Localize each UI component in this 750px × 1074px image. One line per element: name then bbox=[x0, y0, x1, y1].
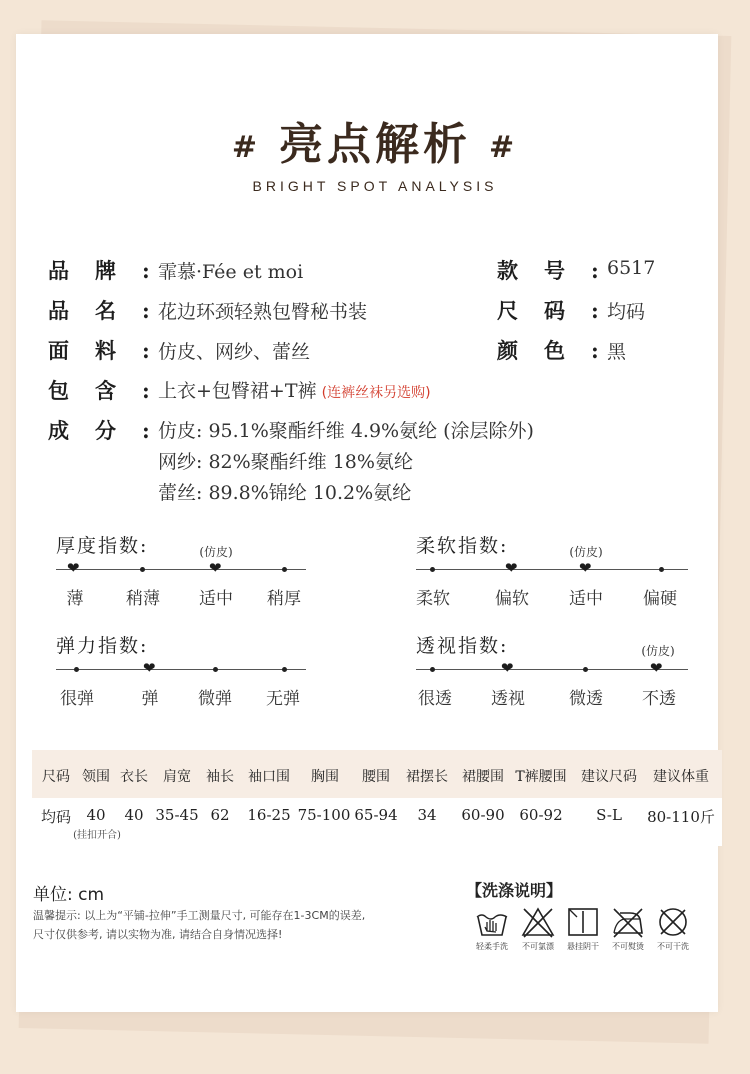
softness-tick-3: 适中 bbox=[569, 589, 603, 609]
header-cell: 肩宽 bbox=[163, 769, 191, 785]
brand-label: 品 牌 : bbox=[48, 258, 150, 283]
thickness-tick-4: 稍厚 bbox=[267, 589, 301, 609]
wash-label: 不可氯漂 bbox=[522, 942, 554, 951]
wash-label: 悬挂阴干 bbox=[567, 942, 599, 951]
scale-dot bbox=[659, 567, 664, 572]
transparency-note: (仿皮) bbox=[641, 644, 675, 658]
softness-index-title: 柔软指数: bbox=[416, 535, 509, 557]
scale-dot bbox=[74, 667, 79, 672]
thickness-tick-2: 稍薄 bbox=[126, 589, 160, 609]
header-cell: 裙摆长 bbox=[406, 769, 448, 785]
header-cell: 建议尺码 bbox=[581, 769, 637, 785]
model-value: 6517 bbox=[607, 257, 656, 279]
heart-icon: ❤ bbox=[505, 559, 518, 577]
value-cell: 75-100 bbox=[297, 806, 351, 824]
transparency-scale-line bbox=[416, 669, 688, 670]
hang-dry-icon bbox=[565, 905, 601, 943]
scale-dot bbox=[430, 567, 435, 572]
scale-dot bbox=[282, 667, 287, 672]
includes-note: (连裤丝袜另选购) bbox=[321, 385, 431, 401]
no-dry-clean-icon bbox=[655, 905, 691, 943]
value-cell: 16-25 bbox=[247, 806, 291, 824]
thickness-scale-line bbox=[56, 569, 306, 570]
scale-dot bbox=[583, 667, 588, 672]
transparency-index-title: 透视指数: bbox=[416, 635, 509, 657]
heart-icon: ❤ bbox=[143, 659, 156, 677]
hash-left: # bbox=[231, 130, 261, 165]
page-title: 亮点解析 bbox=[279, 119, 471, 170]
value-cell: 60-92 bbox=[519, 806, 563, 824]
header-cell: 袖口围 bbox=[248, 769, 290, 785]
thickness-tick-1: 薄 bbox=[66, 589, 84, 609]
wash-title: 【洗涤说明】 bbox=[466, 881, 563, 900]
page-subtitle: BRIGHT SPOT ANALYSIS bbox=[252, 178, 498, 194]
header-cell: T裤腰围 bbox=[515, 769, 567, 785]
wash-label: 不可熨烫 bbox=[612, 942, 644, 951]
includes-value-row bbox=[158, 376, 431, 403]
header-cell: 胸围 bbox=[311, 769, 339, 785]
size-value: 均码 bbox=[607, 301, 646, 323]
color-value: 黑 bbox=[607, 341, 627, 363]
tip-text bbox=[33, 906, 463, 944]
elasticity-tick-2: 弹 bbox=[141, 689, 159, 709]
heart-icon: ❤ bbox=[579, 559, 592, 577]
header-cell: 尺码 bbox=[42, 769, 70, 785]
includes-value: 上衣+包臀裙+T裤 bbox=[158, 380, 317, 402]
heart-icon: ❤ bbox=[209, 559, 222, 577]
value-cell: S-L bbox=[596, 806, 622, 824]
value-cell: 40 bbox=[86, 806, 106, 824]
unit-label: 单位: cm bbox=[33, 885, 105, 905]
header-cell: 袖长 bbox=[206, 769, 234, 785]
thickness-note: (仿皮) bbox=[199, 545, 233, 559]
brand-value: 霏慕·Fée et moi bbox=[158, 261, 304, 283]
header-cell: 建议体重 bbox=[653, 769, 709, 785]
name-label: 品 名 : bbox=[48, 298, 150, 323]
heart-icon: ❤ bbox=[67, 559, 80, 577]
hand-wash-icon bbox=[474, 905, 510, 943]
thickness-index-title: 厚度指数: bbox=[56, 535, 149, 557]
tip-line-1: 温馨提示: 以上为“平铺-拉伸”手工测量尺寸, 可能存在1-3CM的误差, bbox=[33, 909, 366, 922]
thickness-tick-3: 适中 bbox=[199, 589, 233, 609]
scale-dot bbox=[282, 567, 287, 572]
value-cell: 80-110斤 bbox=[647, 808, 715, 826]
no-iron-icon bbox=[610, 905, 646, 943]
transparency-tick-1: 很透 bbox=[418, 689, 452, 709]
wash-label: 轻柔手洗 bbox=[476, 942, 508, 951]
value-cell: 均码 bbox=[40, 808, 71, 826]
includes-label: 包 含 : bbox=[48, 378, 150, 403]
size-label: 尺 码 : bbox=[497, 298, 599, 323]
scale-dot bbox=[213, 667, 218, 672]
elasticity-scale-line bbox=[56, 669, 306, 670]
composition-line-3: 蕾丝: 89.8%锦纶 10.2%氨纶 bbox=[158, 482, 412, 504]
fabric-label: 面 料 : bbox=[48, 338, 150, 363]
size-table bbox=[32, 750, 722, 846]
no-bleach-icon bbox=[520, 905, 556, 943]
softness-tick-4: 偏硬 bbox=[643, 589, 677, 609]
value-cell: 62 bbox=[210, 806, 230, 824]
header-cell: 衣长 bbox=[120, 769, 148, 785]
softness-note: (仿皮) bbox=[569, 545, 603, 559]
elasticity-tick-1: 很弹 bbox=[60, 689, 94, 709]
transparency-tick-3: 微透 bbox=[569, 689, 603, 709]
composition-line-1: 仿皮: 95.1%聚酯纤维 4.9%氨纶 (涂层除外) bbox=[158, 420, 534, 442]
heart-icon: ❤ bbox=[501, 659, 514, 677]
wash-label: 不可干洗 bbox=[657, 942, 689, 951]
title-row bbox=[0, 108, 750, 172]
header-cell: 裙腰围 bbox=[462, 769, 504, 785]
heart-icon: ❤ bbox=[650, 659, 663, 677]
scale-dot bbox=[430, 667, 435, 672]
elasticity-tick-4: 无弹 bbox=[266, 689, 300, 709]
softness-tick-1: 柔软 bbox=[416, 589, 450, 609]
header-cell: 领围 bbox=[82, 769, 110, 785]
model-label: 款 号 : bbox=[497, 258, 599, 283]
softness-tick-2: 偏软 bbox=[495, 589, 529, 609]
header-cell: 腰围 bbox=[362, 769, 390, 785]
hash-right: # bbox=[489, 130, 519, 165]
color-label: 颜 色 : bbox=[497, 338, 599, 363]
scale-dot bbox=[140, 567, 145, 572]
transparency-tick-4: 不透 bbox=[642, 689, 676, 709]
transparency-tick-2: 透视 bbox=[491, 689, 525, 709]
name-value: 花边环颈轻熟包臀秘书装 bbox=[158, 301, 368, 323]
elasticity-tick-3: 微弹 bbox=[198, 689, 232, 709]
tip-line-2: 尺寸仅供参考, 请以实物为准, 请结合自身情况选择! bbox=[33, 928, 283, 941]
composition-line-2: 网纱: 82%聚酯纤维 18%氨纶 bbox=[158, 451, 413, 473]
fabric-value: 仿皮、网纱、蕾丝 bbox=[158, 341, 311, 363]
value-cell: 40 bbox=[124, 806, 144, 824]
softness-scale-line bbox=[416, 569, 688, 570]
value-cell: 34 bbox=[417, 806, 437, 824]
value-cell: 35-45 bbox=[155, 806, 199, 824]
composition-label: 成 分 : bbox=[48, 418, 150, 443]
value-cell: 65-94 bbox=[354, 806, 398, 824]
collar-note: (挂扣开合) bbox=[73, 830, 121, 841]
value-cell: 60-90 bbox=[461, 806, 505, 824]
elasticity-index-title: 弹力指数: bbox=[56, 635, 149, 657]
